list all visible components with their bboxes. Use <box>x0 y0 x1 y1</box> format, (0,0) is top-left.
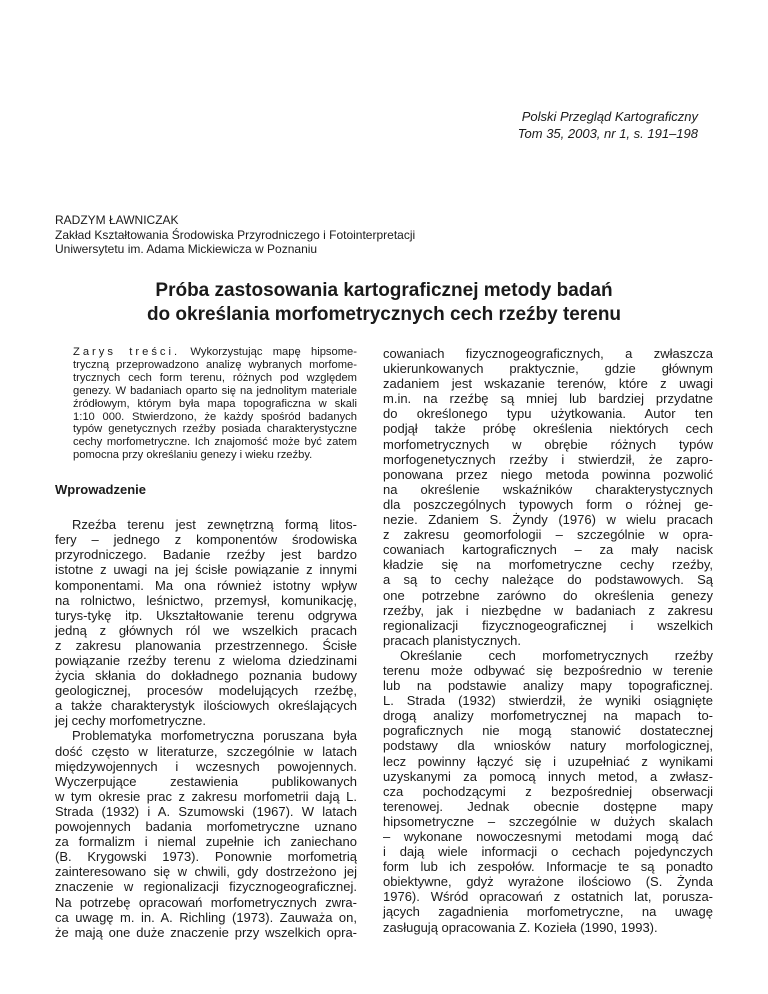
journal-header <box>518 108 698 142</box>
author-block <box>55 213 415 257</box>
journal-title: Polski Przegląd Kartograficzny <box>521 109 698 124</box>
body-line: a także charakterystyk ilościowych określających <box>55 698 357 714</box>
abstract-line: tryczną przeprowadzono analizę wybranych morfome- <box>73 358 357 371</box>
abstract-line: źródłowym, którym była mapa topograficzna w skali <box>73 397 357 410</box>
body-line: na określenie wskaźników charakterystycznych <box>383 481 713 497</box>
abstract-line: genezy. W badaniach oparto się na jednolitym materiale <box>73 384 357 397</box>
article-title-line-2: do określania morfometrycznych cech rzeźby terenu <box>146 303 622 325</box>
body-line: zadaniem jest wskazanie terenów, które z uwagi <box>383 376 713 392</box>
body-line: drogą analizy morfometrycznej na mapach to- <box>383 708 713 724</box>
body-line: cowaniach kartograficznych – za mały nacisk <box>383 542 713 558</box>
body-line: podstawy dla wniosków natury morfologicznej, <box>383 738 713 754</box>
abstract-line: Wykorzystując mapę hipsome- <box>190 346 357 358</box>
body-line: terenu może odbywać się bezpośrednio w terenie <box>383 662 713 678</box>
body-line: znaczenie w regionalizacji fizycznogeograficznej. <box>55 879 357 895</box>
body-line: terenowej. Jednak obecnie dostępne mapy <box>383 798 713 814</box>
abstract-line: trycznych cech form terenu, różnych pod względem <box>73 371 357 384</box>
body-line: jedną z głównych ról we wszelkich pracach <box>55 622 357 638</box>
body-line: lecz powinny łączyć się i uzupełniać z wynikami <box>383 753 713 769</box>
body-line: istotne z uwagi na jej ścisłe powiązanie z innymi <box>55 562 357 578</box>
abstract-line: 1:10 000. Stwierdzono, że każdy spośród badanych <box>73 410 357 423</box>
body-line: nezie. Zdaniem S. Żyndy (1976) w wielu pracach <box>383 512 713 528</box>
body-line: zainteresowano się w chwili, gdy dostrzeżono jej <box>55 864 357 880</box>
author-name: RADZYM ŁAWNICZAK <box>55 213 179 227</box>
body-line: Na potrzebę opracowań morfometrycznych zwra- <box>55 894 357 910</box>
section-heading: Wprowadzenie <box>55 482 147 498</box>
body-line: turys-tykę itp. Ukształtowanie terenu odgrywa <box>55 607 357 623</box>
article-title-line-1: Próba zastosowania kartograficznej metody badań <box>155 280 613 301</box>
body-line: że mają one duże znaczenie przy wszelkich opra- <box>55 924 357 940</box>
right-column <box>383 346 713 935</box>
body-line: uzyskanymi za pomocą innych metod, a zwłasz- <box>383 768 713 784</box>
body-line: dość często w literaturze, szczególnie w latach <box>55 743 357 759</box>
body-line: jej cechy morfometryczne. <box>55 713 206 729</box>
body-line: Strada (1932) i A. Szumowski (1967). W latach <box>55 803 357 819</box>
body-line: Problematyka morfometryczna poruszana była <box>72 728 357 744</box>
body-line: regionalizacji fizycznogeograficznej i wszelkich <box>383 617 713 633</box>
body-line: cza pochodzącymi z bezpośredniej obserwacji <box>383 783 713 799</box>
body-line: podjął także próbę określenia niektórych cech <box>383 421 713 437</box>
body-line: a są to cechy należące do podstawowych. Są <box>383 572 713 588</box>
body-line: fery – jednego z komponentów środowiska <box>55 532 357 548</box>
body-line: międzywojennych i wczesnych powojennych. <box>55 758 357 774</box>
body-line: pracach planistycznych. <box>383 632 522 648</box>
body-line: obiektywne, gdyż wyrażone ilościowo (S. Żynda <box>383 874 713 890</box>
body-line: geologicznej, procesów modelujących rzeźbę, <box>55 683 357 699</box>
abstract <box>73 346 357 462</box>
body-line: powojennych badania morfometryczne uznano <box>55 819 357 835</box>
body-line: Wyczerpujące zestawienia publikowanych <box>55 773 357 789</box>
body-line: lub na podstawie analizy mapy topograficznej. <box>383 678 713 694</box>
body-line: rzeźby, jak i niezbędne w badaniach z zakresu <box>383 602 713 618</box>
body-line: życia skłania do dokładnego poznania budowy <box>55 668 357 684</box>
body-line: pograficznych nie mogą stanowić dostatecznej <box>383 723 713 739</box>
body-line: L. Strada (1932) stwierdził, że wyniki osiągnięte <box>383 693 713 709</box>
body-line: form lub ich zespołów. Informacje te są ponadto <box>383 859 713 875</box>
body-line: za formalizm i niemal zupełnie ich zaniechano <box>55 834 357 850</box>
body-line: komponentami. Ma ona również istotny wpływ <box>55 577 357 593</box>
body-paragraph <box>55 517 357 728</box>
body-line: – wykonane nowoczesnymi metodami mogą dać <box>383 829 713 844</box>
body-line: morfometrycznych w obrębie różnych typów <box>383 436 713 452</box>
body-line: one potrzebne zarówno do określenia genezy <box>383 587 713 603</box>
abstract-line: cechy morfometryczne. Ich znajomość może być zatem <box>73 436 357 449</box>
article-title <box>0 279 768 326</box>
body-line: z zakresu planowania przestrzennego. Ścisłe <box>55 637 357 653</box>
body-line: ponowana przez niego metoda powinna pozwolić <box>383 466 713 482</box>
body-paragraph <box>383 648 713 935</box>
abstract-line: typów genetycznych rzeźby posiada charakterystyczne <box>73 423 357 436</box>
body-line: m.in. na rzeźbę są mniej lub bardziej przydatne <box>383 391 713 407</box>
body-line: na rolnictwo, leśnictwo, przemysł, komunikację, <box>55 592 357 608</box>
body-line: i dają wiele informacji o cechach pojedynczych <box>383 844 713 860</box>
body-line: przyrodniczego. Badanie rzeźby jest bardzo <box>55 547 357 563</box>
body-line: morfogenetycznych rzeźby i stwierdził, że zapro- <box>383 451 713 467</box>
journal-citation: Tom 35, 2003, nr 1, s. 191–198 <box>517 126 698 141</box>
body-line: ukierunkowanych praktycznie, gdzie głównym <box>383 361 713 377</box>
body-line: 1976). Wśród opracowań z ostatnich lat, porusza- <box>383 889 713 905</box>
body-line: z zakresu geomorfologii – szczególnie w opra- <box>383 527 713 543</box>
body-line: ca uwagę m. in. A. Richling (1973). Zauważa on, <box>55 909 357 925</box>
abstract-lead: Zarys treści. <box>73 346 181 358</box>
abstract-first-line <box>73 346 357 359</box>
body-line: kładzie się na morfometryczne cechy rzeźby, <box>383 557 713 573</box>
left-column <box>55 346 357 940</box>
body-line: do określonego typu użytkowania. Autor ten <box>383 406 713 422</box>
body-paragraph <box>383 346 713 648</box>
author-affiliation-line-1: Zakład Kształtowania Środowiska Przyrodniczego i Fotointerpretacji <box>55 227 416 242</box>
body-line: Określanie cech morfometrycznych rzeźby <box>400 647 713 663</box>
body-line: powiązanie rzeźby terenu z wieloma dziedzinami <box>55 653 357 668</box>
body-line: jących zagadnienia morfometryczne, na uwagę <box>383 904 713 920</box>
body-line: cowaniach fizycznogeograficznych, a zwłaszcza <box>383 346 713 361</box>
body-line: dla poszczególnych typowych form o różnej ge- <box>383 496 713 512</box>
author-affiliation-line-2: Uniwersytetu im. Adama Mickiewicza w Poznaniu <box>55 242 318 256</box>
body-line: zasługują opracowania Z. Kozieła (1990, 1993). <box>383 919 658 935</box>
body-line: (B. Krygowski 1973). Ponownie morfometrią <box>55 849 357 865</box>
body-line: hipsometryczne – szczególnie w dużych skalach <box>383 813 713 829</box>
body-line: Rzeźba terenu jest zewnętrzną formą litos- <box>72 517 357 533</box>
abstract-line: pomocna przy określaniu genezy i wieku rzeźby. <box>73 449 313 462</box>
body-line: w tym okresie prac z zakresu morfometrii dają L. <box>55 788 357 804</box>
body-paragraph <box>55 728 357 939</box>
